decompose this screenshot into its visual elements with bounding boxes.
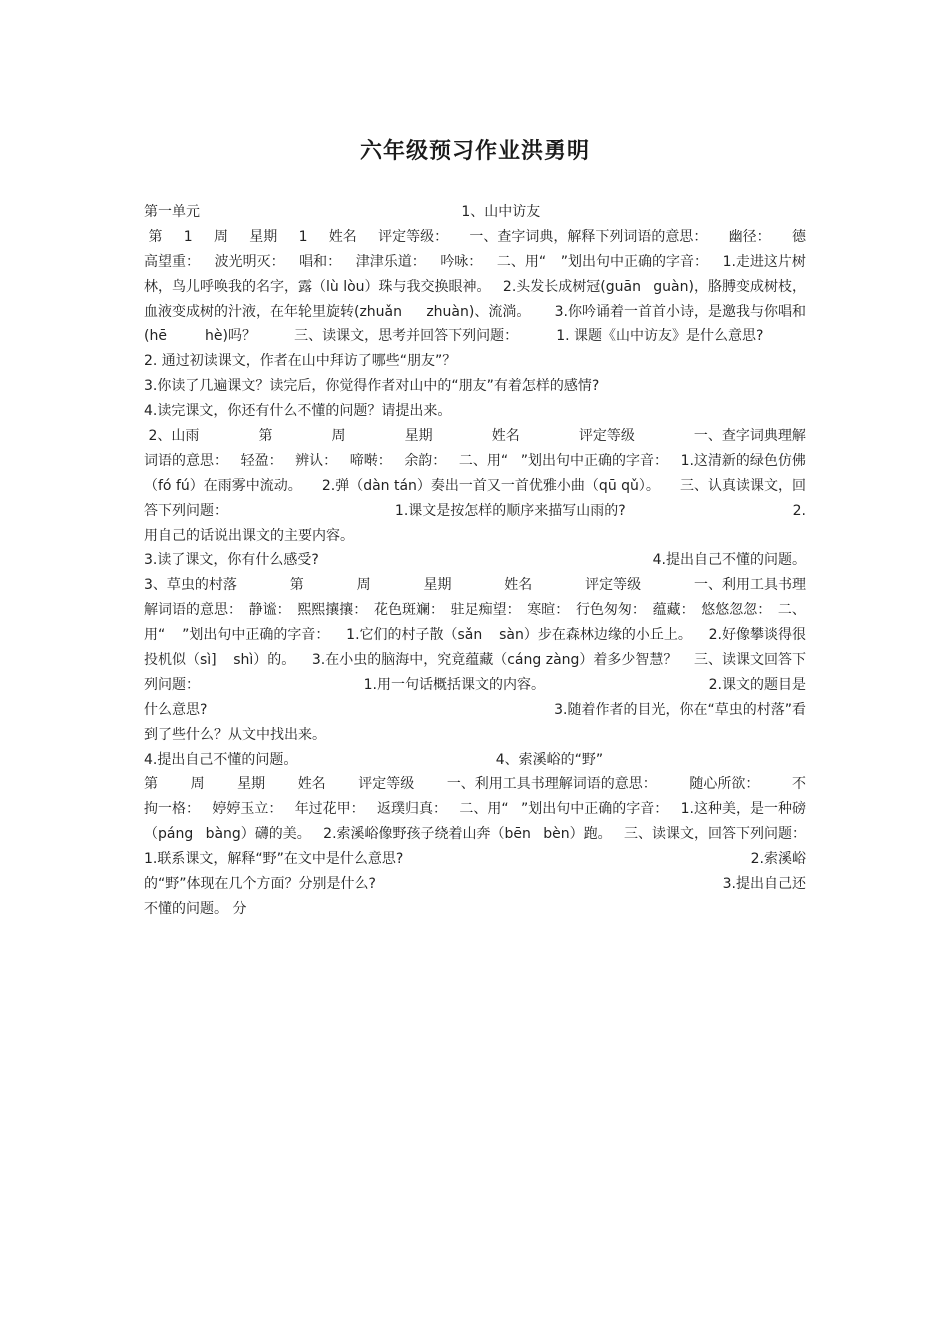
text-line — [144, 847, 806, 872]
text-segment: 什么意思? — [144, 701, 208, 718]
text-segment: 2.头发长成树冠(guān — [502, 278, 641, 295]
text-segment: 悠悠忽忽： — [701, 602, 772, 619]
text-line — [144, 474, 806, 499]
text-segment: 1.课文是按怎样的顺序来描写山雨的? — [394, 502, 626, 519]
text-segment: ”划出句中正确的字音： — [520, 452, 668, 469]
text-line — [144, 374, 806, 399]
text-line — [144, 598, 806, 623]
text-segment: 第 — [258, 428, 273, 445]
text-line — [144, 524, 806, 549]
text-segment: 姓名 — [504, 577, 533, 594]
text-segment: 随心所欲： — [689, 776, 760, 793]
text-segment: 第 — [144, 776, 158, 793]
text-line — [144, 698, 806, 723]
text-segment: (hē — [144, 328, 167, 345]
text-segment: 3.你读了几遍课文？读完后，你觉得作者对山中的“朋友”有着怎样的感情? — [144, 378, 600, 395]
text-segment: （páng — [144, 826, 194, 843]
text-segment: 1 — [298, 228, 308, 245]
text-segment: 津津乐道： — [355, 253, 426, 270]
text-line — [144, 797, 806, 822]
text-segment: 投机似（sì] — [144, 652, 217, 669]
text-segment: 驻足痴望： — [450, 602, 521, 619]
text-segment: 周 — [213, 228, 228, 245]
text-line — [144, 225, 806, 250]
text-line — [144, 200, 806, 225]
text-segment: 二、用“ — [458, 452, 509, 469]
text-segment: 1、山中访友 — [461, 204, 541, 220]
text-segment: 2.课文的题目是 — [708, 676, 806, 693]
text-segment: 花色斑斓： — [373, 602, 444, 619]
text-segment: 1.它们的村子散（sǎn — [346, 627, 483, 644]
text-line — [144, 872, 806, 897]
text-segment: 星期 — [237, 776, 266, 793]
text-line — [144, 250, 806, 275]
text-segment: 拘一格： — [144, 801, 200, 818]
document-title: 六年级预习作业洪勇明 — [359, 139, 590, 164]
text-line — [144, 573, 806, 598]
text-segment: 三、读课文，回答下列问题： — [623, 826, 806, 843]
text-segment: 一、查字词典，解释下列词语的意思： — [469, 228, 708, 245]
text-segment: 三、读课文回答下 — [693, 652, 806, 669]
text-segment: 第一单元 — [144, 204, 200, 220]
text-segment: 3、草虫的村落 — [144, 577, 237, 594]
text-segment: 第 — [144, 228, 163, 245]
text-segment: 三、读课文，思考并回答下列问题： — [294, 328, 519, 345]
text-segment: guàn)，胳膊变成树枝， — [653, 278, 806, 295]
text-segment — [802, 200, 806, 225]
text-segment: 周 — [356, 577, 371, 594]
text-segment: 3.随着作者的目光，你在“草虫的村落”看 — [554, 701, 806, 718]
text-segment: 1 — [183, 228, 193, 245]
text-segment: shì）的。 — [233, 652, 296, 669]
text-segment: 2. 通过初读课文，作者在山中拜访了哪些“朋友”？ — [144, 353, 457, 370]
text-segment: 评定等级： — [378, 228, 449, 245]
text-line — [144, 548, 806, 573]
text-segment: 一、利用工具书理解词语的意思： — [446, 776, 657, 793]
text-segment: 词语的意思： — [144, 452, 228, 469]
text-segment: ”划出句中正确的字音： — [520, 801, 669, 818]
text-segment: 返璞归真： — [377, 801, 448, 818]
text-line — [144, 648, 806, 673]
text-segment: 姓名 — [328, 228, 357, 245]
text-line — [144, 300, 806, 325]
text-segment: 年过花甲： — [294, 801, 365, 818]
text-segment: 答下列问题： — [144, 502, 228, 519]
text-segment: （fó fú）在雨雾中流动。 — [144, 477, 302, 494]
text-segment: 星期 — [404, 428, 433, 445]
text-line — [144, 275, 806, 300]
text-segment — [802, 748, 806, 773]
text-segment: 3.你吟诵着一首首小诗，是邀我与你唱和 — [554, 303, 806, 320]
text-segment: 用“ — [144, 627, 166, 644]
text-segment: sàn）步在森林边缘的小丘上。 — [499, 627, 692, 644]
text-segment: 二、 — [777, 602, 806, 619]
text-segment: 周 — [331, 428, 346, 445]
text-segment: 二、用“ — [496, 253, 547, 270]
text-segment: 星期 — [249, 228, 278, 245]
text-segment: 的“野”体现在几个方面？分别是什么? — [144, 876, 376, 893]
text-segment: 唱和： — [299, 253, 342, 270]
text-segment: 余韵： — [404, 452, 447, 469]
text-segment: bàng）礴的美。 — [205, 826, 311, 843]
text-segment: 幽径： — [728, 228, 771, 245]
text-segment: 3.在小虫的脑海中，究竟蕴藏（cáng zàng）着多少智慧？ — [311, 652, 678, 669]
text-segment: 评定等级 — [578, 428, 635, 445]
text-segment: 4.提出自己不懂的问题。 — [652, 552, 806, 569]
text-segment: 吟咏： — [440, 253, 483, 270]
text-segment: 姓名 — [491, 428, 520, 445]
text-segment: bèn）跑。 — [543, 826, 612, 843]
text-segment: 婷婷玉立： — [212, 801, 283, 818]
text-segment: 4.提出自己不懂的问题。 — [144, 751, 298, 768]
text-segment: 用自己的话说出课文的主要内容。 — [144, 527, 354, 544]
text-line — [144, 897, 806, 922]
text-segment: 4.读完课文，你还有什么不懂的问题？请提出来。 — [144, 403, 452, 420]
text-segment: 2.索溪峪像野孩子绕着山奔（bēn — [323, 826, 531, 843]
text-segment: 三、认真读课文，回 — [680, 477, 806, 494]
text-segment: ”划出句中正确的字音： — [182, 627, 330, 644]
text-segment: 不 — [791, 776, 806, 793]
text-segment: 1.这种美，是一种磅 — [680, 801, 806, 818]
document-body — [144, 200, 806, 922]
text-segment: 2. — [792, 502, 806, 519]
text-segment: 1. 课题《山中访友》是什么意思? — [556, 328, 764, 345]
text-line — [144, 449, 806, 474]
text-line — [144, 822, 806, 847]
text-segment: ”划出句中正确的字音： — [560, 253, 708, 270]
text-segment: hè)吗？ — [205, 328, 256, 345]
text-segment: zhuàn)、流淌。 — [426, 303, 531, 320]
text-segment: 1.联系课文，解释“野”在文中是什么意思? — [144, 851, 404, 868]
text-segment: 熙熙攘攘： — [297, 602, 368, 619]
text-segment: 1.用一句话概括课文的内容。 — [363, 676, 545, 693]
text-segment: 二、用“ — [459, 801, 509, 818]
text-line — [144, 748, 806, 773]
text-segment: 高望重： — [144, 253, 200, 270]
text-segment: 1.这清新的绿色仿佛 — [680, 452, 806, 469]
text-line — [144, 723, 806, 748]
text-segment: 评定等级 — [358, 776, 415, 793]
text-segment: 轻盈： — [240, 452, 283, 469]
text-segment: 周 — [190, 776, 205, 793]
text-segment: 2、山雨 — [144, 428, 200, 445]
text-segment: 到了些什么？从文中找出来。 — [144, 726, 326, 743]
text-segment: 波光明灭： — [214, 253, 285, 270]
text-segment: 2.索溪峪 — [750, 851, 806, 868]
text-line — [144, 623, 806, 648]
text-segment: 静谧： — [248, 602, 291, 619]
text-segment: 姓名 — [297, 776, 326, 793]
text-segment — [802, 324, 806, 349]
text-segment: 不懂的问题。 分 — [144, 900, 247, 917]
text-line — [144, 673, 806, 698]
text-segment: 1.走进这片树 — [722, 253, 806, 270]
text-segment: 啼啭： — [349, 452, 392, 469]
text-line — [144, 424, 806, 449]
text-line — [144, 324, 806, 349]
text-segment: 解词语的意思： — [144, 602, 242, 619]
text-line — [144, 399, 806, 424]
text-segment: 星期 — [423, 577, 452, 594]
text-line — [144, 349, 806, 374]
text-segment: 血液变成树的汁液，在年轮里旋转(zhuǎn — [144, 303, 403, 320]
text-segment: 德 — [791, 228, 806, 245]
text-segment: 4、索溪峪的“野” — [495, 751, 604, 768]
text-segment: 行色匆匆： — [575, 602, 646, 619]
text-segment: 林，鸟儿呼唤我的名字，露（lù lòu）珠与我交换眼神。 — [144, 278, 491, 295]
text-line — [144, 499, 806, 524]
text-segment: 3.读了课文，你有什么感受? — [144, 552, 319, 569]
text-segment: 评定等级 — [585, 577, 642, 594]
text-segment: 3.提出自己还 — [722, 876, 806, 893]
text-segment: 一、查字词典理解 — [693, 428, 806, 445]
text-line — [144, 772, 806, 797]
text-segment: 蕴藏： — [652, 602, 695, 619]
text-segment: 2.弹（dàn tán）奏出一首又一首优雅小曲（qū qǔ）。 — [321, 477, 660, 494]
text-segment: 第 — [289, 577, 304, 594]
text-segment: 列问题： — [144, 676, 200, 693]
text-segment: 辨认： — [295, 452, 338, 469]
text-segment: 寒暄： — [527, 602, 570, 619]
text-segment: 2.好像攀谈得很 — [708, 627, 806, 644]
text-segment: 一、利用工具书理 — [693, 577, 806, 594]
